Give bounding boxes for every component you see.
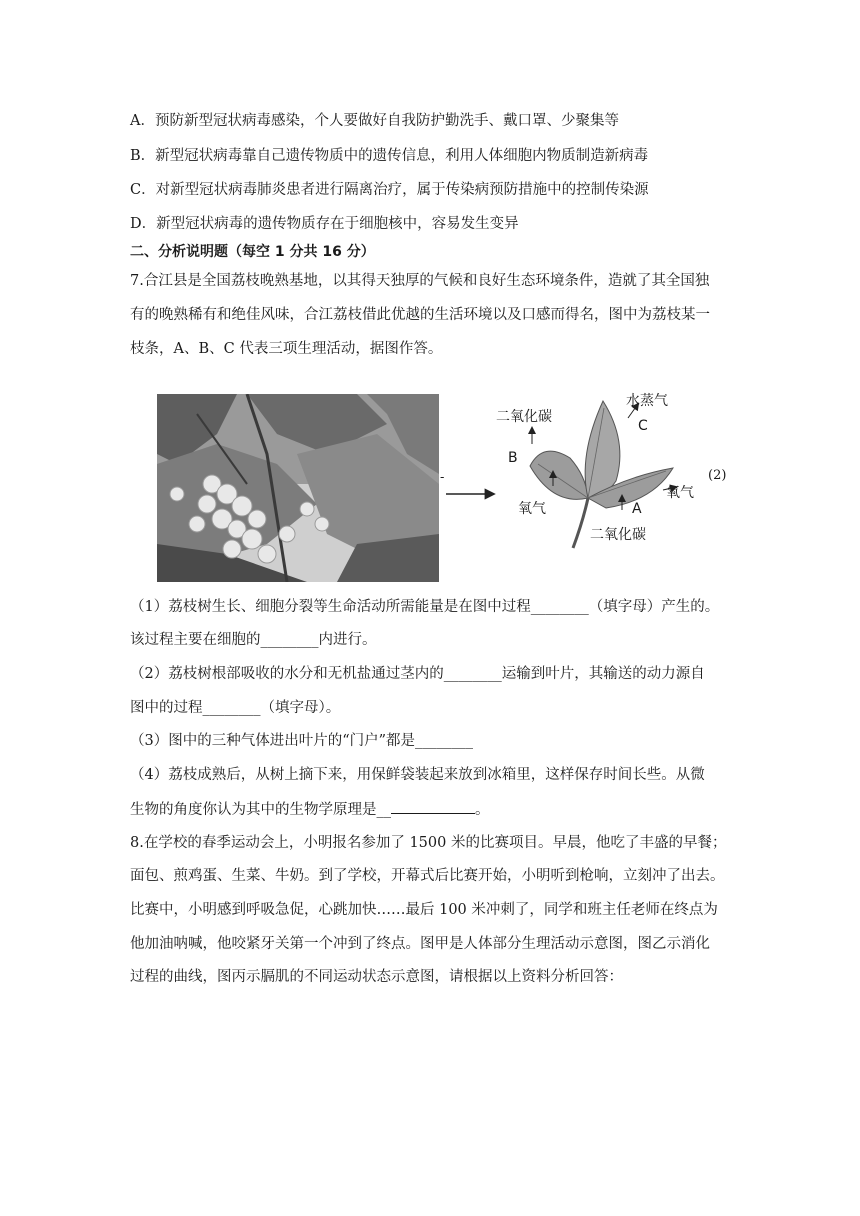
q7-sub4-line1: （4）荔枝成熟后，从树上摘下来，用保鲜袋装起来放到冰箱里，这样保存时间长些。从微 [130,767,705,783]
label-c: C [638,418,648,434]
q7-sub2-line2: 图中的过程________（填字母）。 [130,700,341,716]
section-heading: 二、分析说明题（每空 1 分共 16 分） [130,244,375,260]
leaf-diagram [438,386,738,556]
label-oxygen-right: 氧气 [666,485,694,501]
label-co2-bottom: 二氧化碳 [590,527,646,543]
q7-sub1-line2: 该过程主要在细胞的________内进行。 [130,632,377,648]
q7-sub4-line2 [130,799,490,820]
label-co2-top: 二氧化碳 [496,409,552,425]
q8-stem-line-4: 他加油呐喊，他咬紧牙关第一个冲到了终点。图甲是人体部分生理活动示意图，图乙示消化 [130,936,710,952]
q7-sub1-line1: （1）荔枝树生长、细胞分裂等生命活动所需能量是在图中过程________（填字母）产生的。 [130,599,720,615]
label-oxygen-left: 氧气 [518,501,546,517]
lychee-branch-photo [157,394,439,582]
lychee-photo-image [157,394,439,582]
q7-stem-line-3: 枝条，A、B、C 代表三项生理活动，据图作答。 [130,341,443,357]
leaf-diagram-svg [438,386,738,556]
label-a: A [632,501,642,517]
option-c: C．对新型冠状病毒肺炎患者进行隔离治疗，属于传染病预防措施中的控制传染源 [130,182,649,198]
diagram-dash: - [440,470,445,485]
label-water-vapor: 水蒸气 [626,393,668,409]
label-b: B [508,450,518,466]
q7-stem-line-2: 有的晚熟稀有和绝佳风味，合江荔枝借此优越的生活环境以及口感而得名，图中为荔枝某一 [130,307,710,323]
q8-stem-line-3: 比赛中，小明感到呼吸急促，心跳加快……最后 100 米冲刺了，同学和班主任老师在终点为 [130,902,718,918]
answer-blank [391,799,475,814]
option-b: B．新型冠状病毒靠自己遗传物质中的遗传信息，利用人体细胞内物质制造新病毒 [130,148,649,164]
q7-sub2-line1: （2）荔枝树根部吸收的水分和无机盐通过茎内的________运输到叶片，其输送的动力源自 [130,666,705,682]
q8-stem-line-2: 面包、煎鸡蛋、生菜、牛奶。到了学校，开幕式后比赛开始，小明听到枪响，立刻冲了出去。 [130,868,725,884]
q7-sub4-text: 生物的角度你认为其中的生物学原理是__ [130,802,391,818]
q7-stem-line-1: 7.合江县是全国荔枝晚熟基地，以其得天独厚的气候和良好生态环境条件，造就了其全国独 [130,273,710,289]
q8-stem-line-5: 过程的曲线，图丙示膈肌的不同运动状态示意图，请根据以上资料分析回答： [130,969,623,985]
option-a: A．预防新型冠状病毒感染，个人要做好自我防护勤洗手、戴口罩、少聚集等 [130,113,619,129]
side-mark: (2) [708,468,727,483]
q8-stem-line-1: 8.在学校的春季运动会上，小明报名参加了 1500 米的比赛项目。早晨，他吃了丰盛的早餐； [130,835,727,851]
option-d: D．新型冠状病毒的遗传物质存在于细胞核中，容易发生变异 [130,216,519,232]
q7-sub4-end: 。 [475,802,490,818]
q7-sub3: （3）图中的三种气体进出叶片的“门户”都是________ [130,733,474,749]
